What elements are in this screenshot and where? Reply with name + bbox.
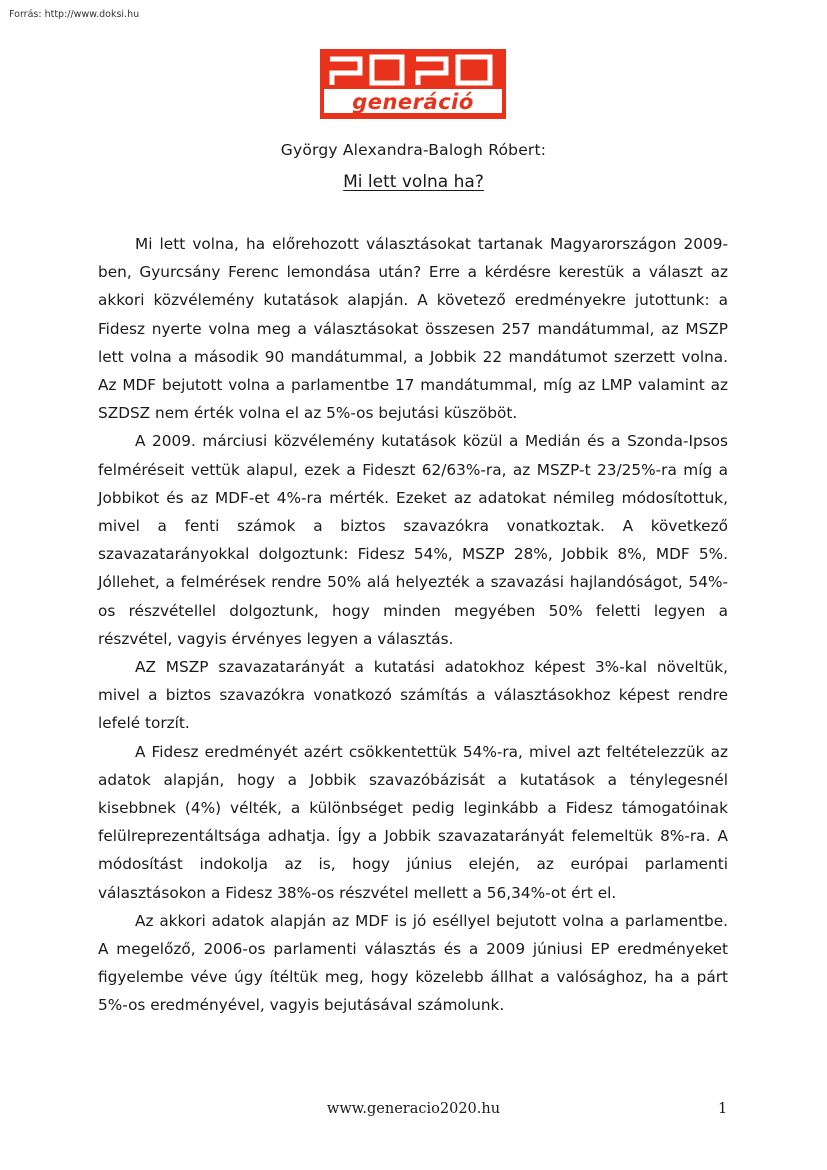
logo-graphic bbox=[320, 49, 506, 119]
paragraph-2: A 2009. márciusi közvélemény kutatások közül a Medián és a Szonda-Ipsos felméréseit vettük alapul, ezek a Fideszt 62/63%-ra, az MSZP-t 23/25%-ra míg a Jobbikot és az MDF-et 4%-ra mérték. Ezeket az adatokat némileg módosítottuk, mivel a fenti számok a biztos szavazókra vonatkoztak. A következő szavazatarányokkal dolgoztunk: Fidesz 54%, MSZP 28%, Jobbik 8%, MDF 5%. Jóllehet, a felmérések rendre 50% alá helyezték a szavazási hajlandóságot, 54%-os részvétellel dolgoztunk, hogy minden megyében 50% feletti legyen a részvétel, vagyis érvényes legyen a választás. bbox=[98, 432, 728, 648]
paragraph-5: Az akkori adatok alapján az MDF is jó eséllyel bejutott volna a parlamentbe. A megelőző, 2006-os parlamenti választás és a 2009 júniusi EP eredményeket figyelembe véve úgy ítéltük meg, hogy közelebb állhat a valósághoz, ha a párt 5%-os eredményével, vagyis bejutásával számolunk. bbox=[98, 911, 728, 1015]
page-title bbox=[0, 172, 827, 192]
logo-digit-0b bbox=[458, 57, 490, 83]
logo-digit-2a bbox=[330, 59, 360, 85]
article-body bbox=[98, 230, 728, 1020]
page-number: 1 bbox=[718, 1101, 728, 1117]
authors-line: György Alexandra-Balogh Róbert: bbox=[280, 141, 547, 159]
logo-digit-2b bbox=[416, 59, 446, 85]
paragraph-4: A Fidesz eredményét azért csökkentettük 54%-ra, mivel azt feltételezzük az adatok alapján, hogy a Jobbik szavazóbázisát a kutatások a ténylegesnél kisebbnek (4%) vélték, a különbséget pedig leginkább a Fidesz támogatóinak felülreprezentáltsága adhatja. Így a Jobbik szavazatarányát felemeltük 8%-ra. A módosítást indokolja az is, hogy június elején, az európai parlamenti választásokon a Fidesz 38%-os részvétel mellett a 56,34%-ot ért el. bbox=[98, 742, 728, 902]
paragraph-1: Mi lett volna, ha előrehozott választásokat tartanak Magyarországon 2009-ben, Gyurcsány Ferenc lemondása után? Erre a kérdésre kerestük a választ az akkori közvélemény kutatások alapján. A követező eredményekre jutottunk: a Fidesz nyerte volna meg a választásokat összesen 257 mandátummal, az MSZP lett volna a második 90 mandátummal, a Jobbik 22 mandátumot szerzett volna. Az MDF bejutott volna a parlamentbe 17 mandátummal, míg az LMP valamint az SZDSZ nem érték volna el az 5%-os bejutási küszöböt. bbox=[98, 235, 728, 423]
generacio-2020-logo bbox=[320, 49, 506, 119]
paragraph-3: AZ MSZP szavazatarányát a kutatási adatokhoz képest 3%-kal növeltük, mivel a biztos szavazókra vonatkozó számítás a választásokhoz képest rendre lefelé torzít. bbox=[98, 658, 728, 733]
page-title-text: Mi lett volna ha? bbox=[343, 172, 484, 192]
logo-wordmark: generáció bbox=[352, 90, 474, 114]
footer-url[interactable]: www.generacio2020.hu bbox=[326, 1101, 501, 1117]
source-label: Forrás: http://www.doksi.hu bbox=[9, 9, 140, 20]
logo-digit-0a bbox=[372, 57, 402, 83]
